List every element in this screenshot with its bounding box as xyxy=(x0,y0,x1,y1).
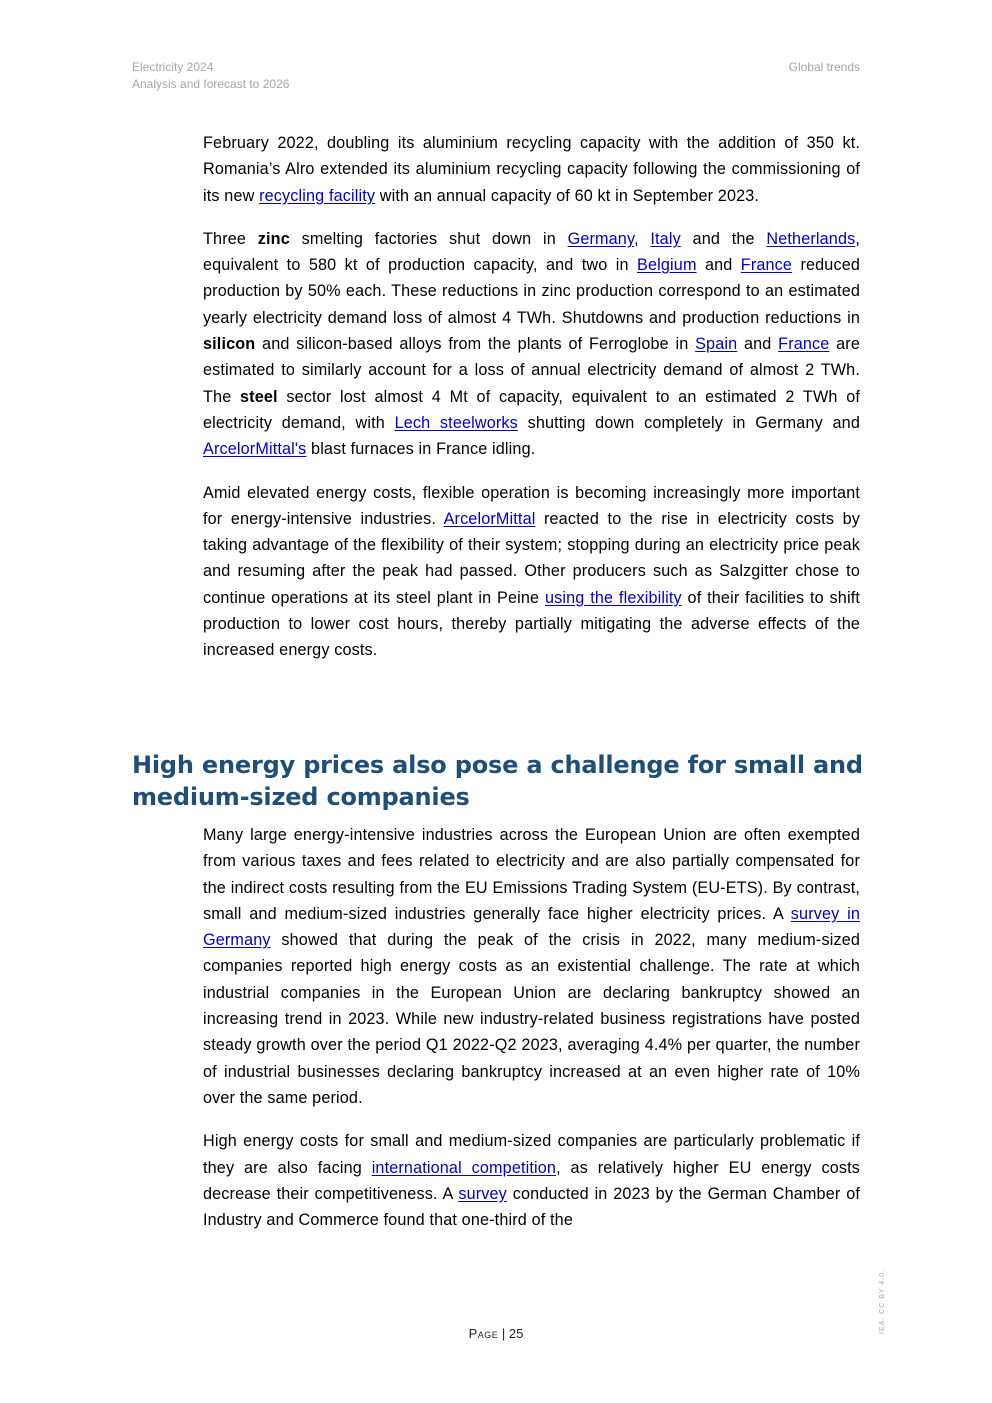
body-text-bottom xyxy=(203,822,860,1250)
link-germany[interactable]: Germany xyxy=(567,229,634,248)
link-france-silicon[interactable]: France xyxy=(778,335,830,354)
page-number-value: 25 xyxy=(508,1326,524,1341)
report-title: Electricity 2024 xyxy=(132,60,214,74)
paragraph-aluminium: February 2022, doubling its aluminium recycling capacity with the addition of 350 kt. Romania’s Alro extended its aluminium recycling capacity following the commissioning of its new recycling facility with an annual capacity of 60 kt in September 2023. xyxy=(203,134,860,205)
paragraph-sme-prices: Many large energy-intensive industries across the European Union are often exempted from various taxes and fees related to electricity and are also partially compensated for the indirect costs resulting from the EU Emissions Trading System (EU-ETS). By contrast, small and medium-sized industries generally face higher electricity prices. A survey in Germany showed that during the peak of the crisis in 2022, many medium-sized companies reported high energy costs as an existential challenge. The rate at which industrial companies in the European Union are declaring bankruptcy showed an increasing trend in 2023. While new industry-related business registrations have posted steady growth over the period Q1 2022-Q2 2023, averaging 4.4% per quarter, the number of industrial businesses declaring bankruptcy increased at an even higher rate of 10% over the same period. xyxy=(203,826,861,1107)
link-italy[interactable]: Italy xyxy=(650,229,681,248)
running-header-left xyxy=(132,59,289,93)
link-arcelormittal-blast-furnaces[interactable]: ArcelorMittal's xyxy=(203,440,307,459)
body-text-top xyxy=(203,130,860,681)
paragraph-international-competition: High energy costs for small and medium-sized companies are particularly problematic if they are also facing international competition, as relatively higher EU energy costs decrease their competitiveness. A survey conducted in 2023 by the German Chamber of Industry and Commerce found that one-third of the xyxy=(203,1132,860,1230)
running-header-right xyxy=(789,59,860,76)
bold-zinc: zinc xyxy=(257,229,290,248)
bold-silicon: silicon xyxy=(203,335,256,354)
link-lech-steelworks[interactable]: Lech steelworks xyxy=(394,413,518,432)
link-netherlands[interactable]: Netherlands xyxy=(766,229,856,248)
paragraph-zinc-silicon-steel: Three zinc smelting factories shut down in Germany, Italy and the Netherlands, equivalent to 580 kt of production capacity, and two in Belgium and France reduced production by 50% each. These reductions in zinc production correspond to an estimated yearly electricity demand loss of almost 4 TWh. Shutdowns and production reductions in silicon and silicon-based alloys from the plants of Ferroglobe in Spain and France are estimated to similarly account for a loss of annual electricity demand of almost 2 TWh. The steel sector lost almost 4 Mt of capacity, equivalent to an estimated 2 TWh of electricity demand, with Lech steelworks shutting down completely in Germany and ArcelorMittal's blast furnaces in France idling. xyxy=(203,229,860,459)
report-subtitle: Analysis and forecast to 2026 xyxy=(132,77,290,91)
link-survey[interactable]: survey xyxy=(458,1184,507,1203)
link-recycling-facility[interactable]: recycling facility xyxy=(259,186,376,205)
chapter-title: Global trends xyxy=(788,60,860,74)
page-separator: | xyxy=(498,1326,509,1341)
license-credit: IEA. CC BY 4.0. xyxy=(879,1268,886,1334)
link-france-zinc[interactable]: France xyxy=(740,256,793,275)
bold-steel: steel xyxy=(240,387,278,406)
link-spain[interactable]: Spain xyxy=(695,335,738,354)
page-label: Page xyxy=(468,1326,499,1341)
link-arcelormittal[interactable]: ArcelorMittal xyxy=(443,509,536,528)
paragraph-flexible-operation: Amid elevated energy costs, flexible operation is becoming increasingly more important for energy-intensive industries. ArcelorMittal reacted to the rise in electricity costs by taking advantage of the flexibility of their system; stopping during an electricity price peak and resuming after the peak had passed. Other producers such as Salzgitter chose to continue operations at its steel plant in Peine using the flexibility of their facilities to shift production to lower cost hours, thereby partially mitigating the adverse effects of the increased energy costs. xyxy=(203,483,860,660)
link-survey-in-germany[interactable]: survey in Germany xyxy=(203,904,861,950)
link-international-competition[interactable]: international competition xyxy=(371,1158,557,1177)
link-using-the-flexibility[interactable]: using the flexibility xyxy=(544,588,682,607)
link-belgium[interactable]: Belgium xyxy=(637,256,697,275)
section-heading: High energy prices also pose a challenge for small and medium-sized companies xyxy=(132,751,863,811)
page-number xyxy=(0,1326,992,1341)
